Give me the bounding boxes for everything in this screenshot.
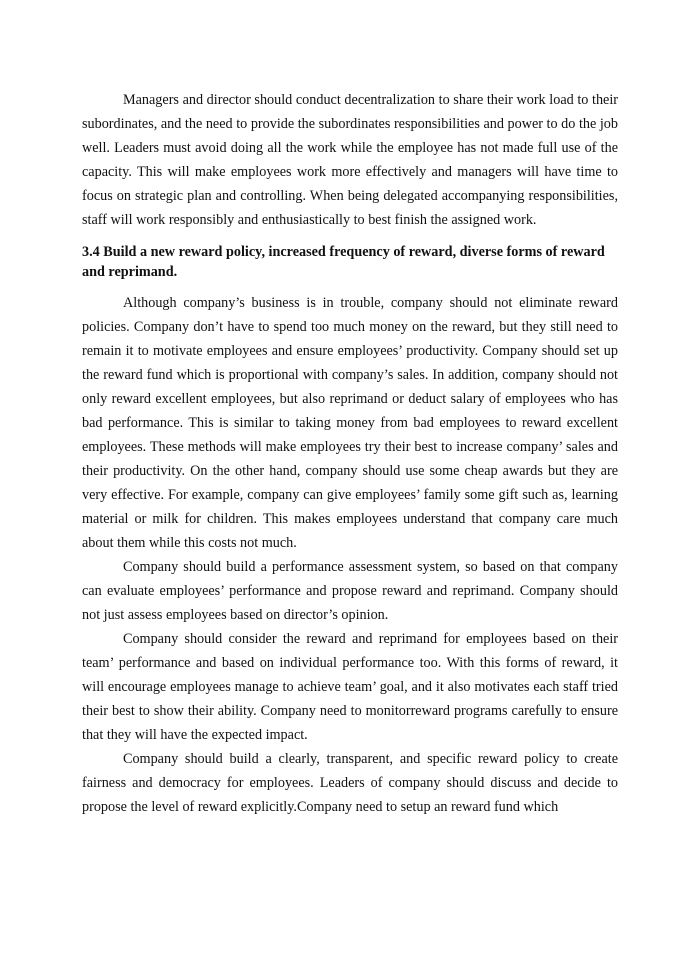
paragraph-assessment-system: Company should build a performance assessment system, so based on that company can evaluate employees’ performance and propose reward and reprimand. Company should not just assess employees based on director’s opinion. [82, 559, 618, 623]
document-page [82, 88, 618, 819]
paragraph-decentralization: Managers and director should conduct decentralization to share their work load to their subordinates, and the need to provide the subordinates responsibilities and power to do the job well. Leaders must avoid doing all the work while the employee has not made full use of the capacity. This will make employees work more effectively and managers will have time to focus on strategic plan and controlling. When being delegated accompanying responsibilities, staff will work responsibly and enthusiastically to best finish the assigned work. [82, 92, 618, 228]
paragraph-transparent-policy: Company should build a clearly, transparent, and specific reward policy to create fairness and democracy for employees. Leaders of company should discuss and decide to propose the level of reward explicitly.Company need to setup an reward fund which [82, 751, 618, 815]
paragraph-team-performance: Company should consider the reward and reprimand for employees based on their team’ performance and based on individual performance too. With this forms of reward, it will encourage employees manage to achieve team’ goal, and it also motivates each staff tried their best to show their ability. Company need to monitorreward programs carefully to ensure that they will have the expected impact. [82, 631, 618, 743]
section-heading: 3.4 Build a new reward policy, increased frequency of reward, diverse forms of reward and reprimand. [82, 244, 605, 280]
paragraph-reward-policies: Although company’s business is in trouble, company should not eliminate reward policies. Company don’t have to spend too much money on the reward, but they still need to remain it to motivate employees and ensure employees’ productivity. Company should set up the reward fund which is proportional with company’s sales. In addition, company should not only reward excellent employees, but also reprimand or deduct salary of employees who has bad performance. This is similar to taking money from bad employees to reward excellent employees. These methods will make employees try their best to increase company’ sales and their productivity. On the other hand, company should use some cheap awards but they are very effective. For example, company can give employees’ family some gift such as, learning material or milk for children. This makes employees understand that company care much about them while this costs not much. [82, 295, 618, 551]
